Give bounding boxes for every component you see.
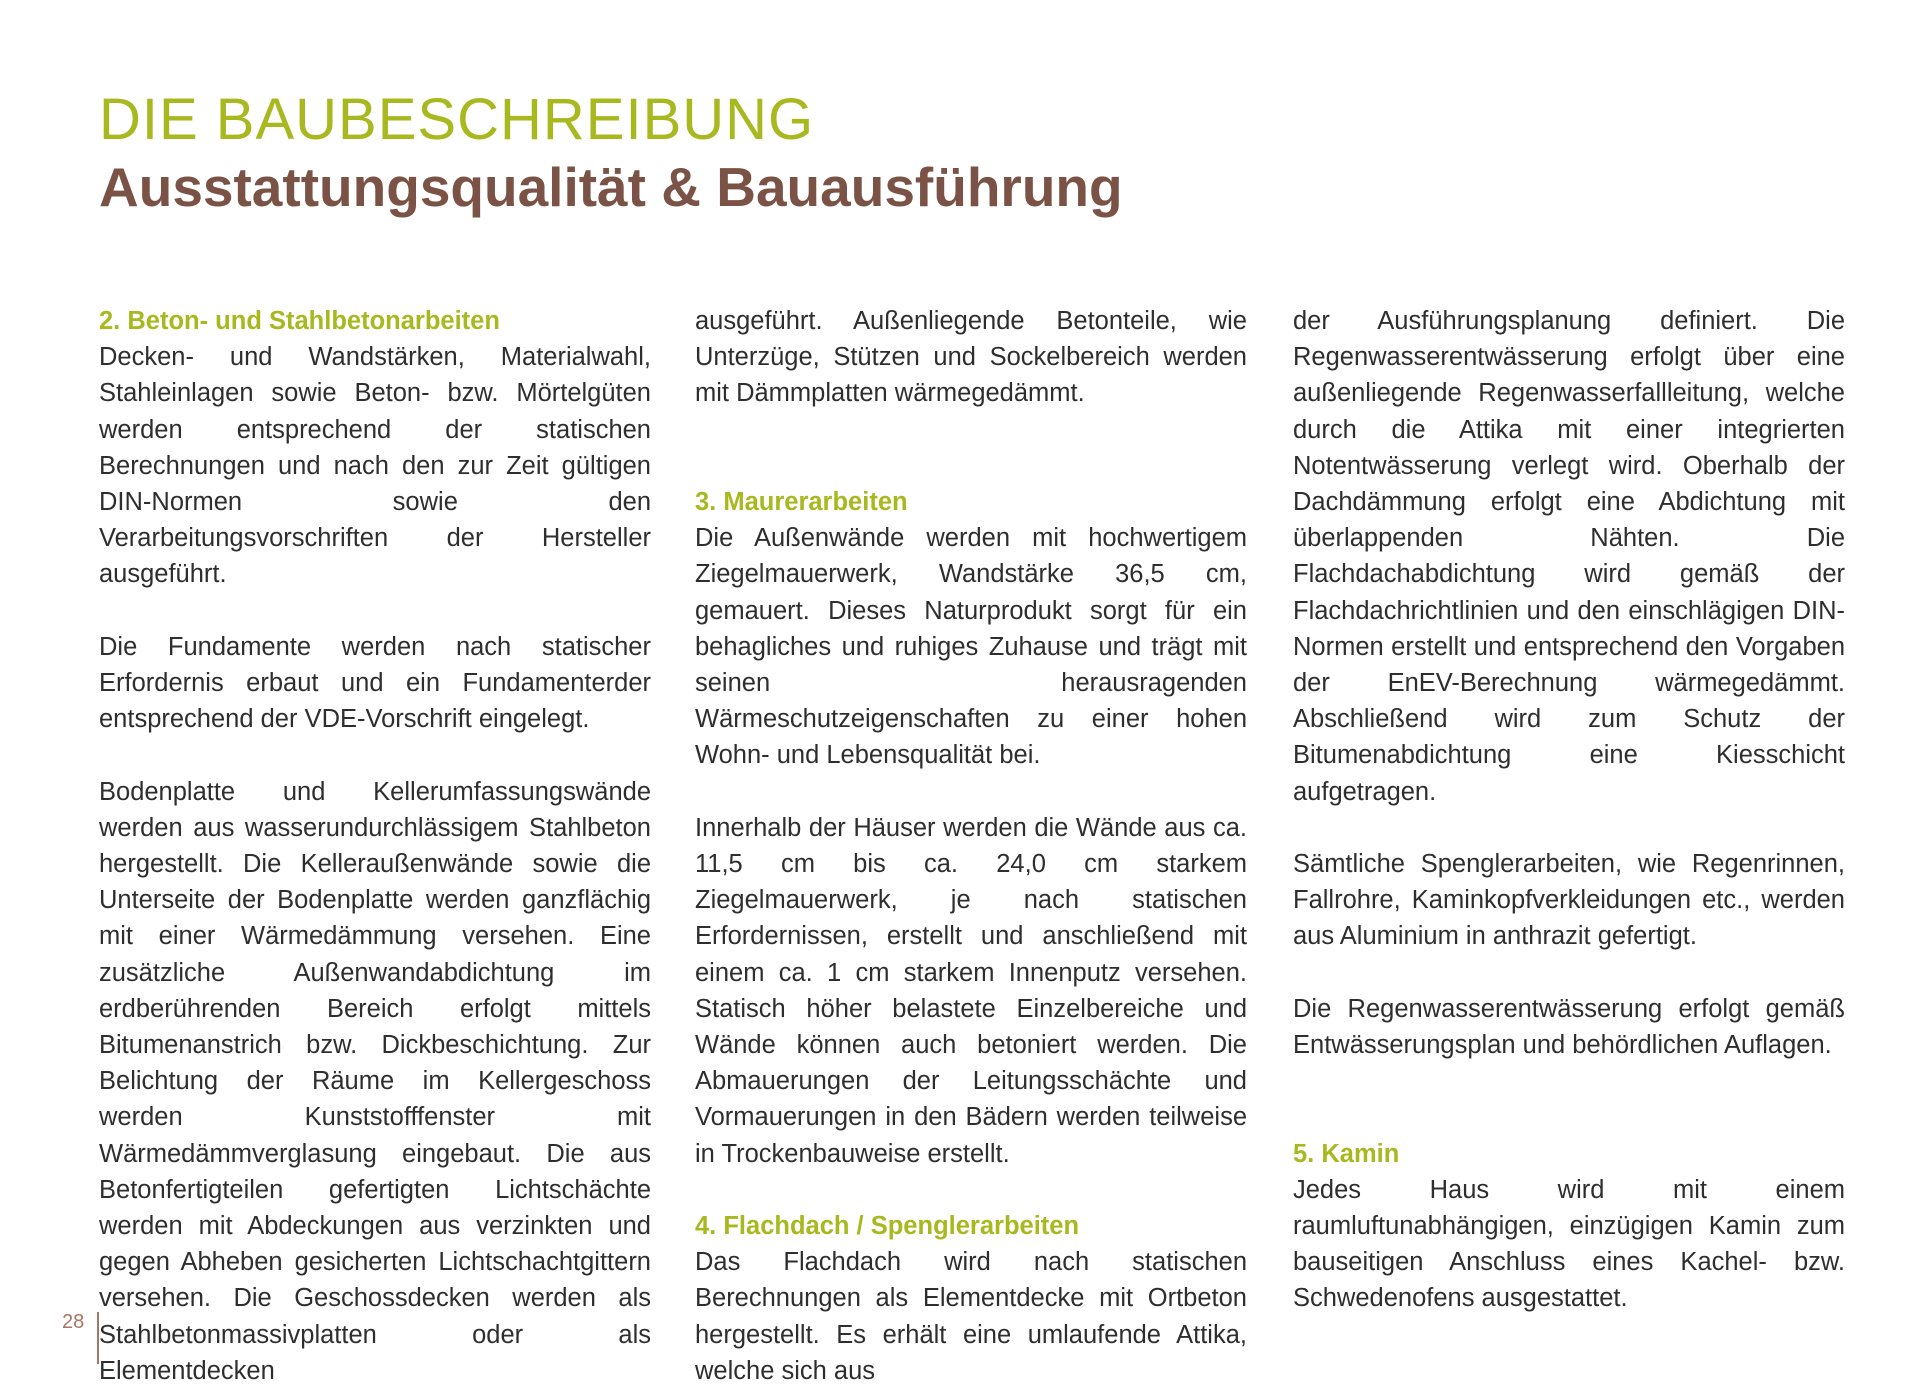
paragraph: Die Fundamente werden nach statischer Erfordernis erbaut und ein Fundamenterder entsprechend der VDE-Vorschrift eingelegt. — [99, 632, 651, 734]
paragraph: Sämtliche Spenglerarbeiten, wie Regenrinnen, Fallrohre, Kaminkopfverkleidungen etc., werden aus Aluminium in anthrazit gefertigt. — [1293, 850, 1845, 951]
page-number: 28 — [62, 1311, 85, 1333]
text-column-1 — [99, 303, 651, 1389]
paragraph: Jedes Haus wird mit einem raumluftunabhängigen, einzügigen Kamin zum bauseitigen Anschluss eines Kachel- bzw. Schwedenofens ausgestattet. — [1293, 1175, 1845, 1313]
paragraph: Die Außenwände werden mit hochwertigem Ziegelmauerwerk, Wandstärke 36,5 cm, gemauert. Dieses Naturprodukt sorgt für ein behagliches und ruhiges Zuhause und trägt mit seinen herausragenden Wärmeschutzeigenschaften zu einer hohen Wohn- und Lebensqualität bei. — [695, 524, 1247, 770]
paragraph: der Ausführungsplanung definiert. Die Regenwasserentwässerung erfolgt über eine außenliegende Regenwasserfallleitung, welche durch die Attika mit einer integrierten Notentwässerung verlegt wird. Oberhalb der Dachdämmung erfolgt eine Abdichtung mit überlappenden Nähten. Die Flachdachabdichtung wird gemäß der Flachdachrichtlinien und den einschlägigen DIN-Normen erstellt und entsprechend den Vorgaben der EnEV-Berechnung wärmegedämmt. Abschließend wird zum Schutz der Bitumenabdichtung eine Kiesschicht aufgetragen. — [1293, 307, 1845, 806]
paragraph: Bodenplatte und Kellerumfassungswände werden aus wasserundurchlässigem Stahlbeton hergestellt. Die Kelleraußenwände sowie die Unterseite der Bodenplatte werden ganzflächig mit einer Wärmedämmung versehen. Eine zusätzliche Außenwandabdichtung im erdberührenden Bereich erfolgt mittels Bitumenanstrich bzw. Dickbeschichtung. Zur Belichtung der Räume im Kellergeschoss werden Kunststofffenster mit Wärmedämmverglasung eingebaut. Die aus Betonfertigteilen gefertigten Lichtschächte werden mit Abdeckungen aus verzinkten und gegen Abheben gesicherten Lichtschachtgittern versehen. Die Geschossdecken werden als Stahlbetonmassivplatten oder als Elementdecken — [99, 777, 651, 1385]
text-column-2 — [695, 303, 1247, 1389]
footer-divider — [97, 1312, 99, 1364]
paragraph: Innerhalb der Häuser werden die Wände aus ca. 11,5 cm bis ca. 24,0 cm starkem Ziegelmauerwerk, je nach statischen Erfordernissen, erstellt und anschließend mit einem ca. 1 cm starkem Innenputz versehen. Statisch höher belastete Einzelbereiche und Wände können auch betoniert werden. Die Abmauerungen der Leitungsschächte und Vormauerungen in den Bädern werden teilweise in Trockenbauweise erstellt. — [695, 813, 1247, 1168]
page-subtitle: Ausstattungsqualität & Bauausführung — [99, 156, 1123, 218]
paragraph: Decken- und Wandstärken, Materialwahl, Stahleinlagen sowie Beton- bzw. Mörtelgüten werden entsprechend der statischen Berechnungen und nach den zur Zeit gültigen DIN-Normen sowie den Verarbeitungsvorschriften der Hersteller ausgeführt. — [99, 343, 651, 589]
section-heading-beton: 2. Beton- und Stahlbetonarbeiten — [99, 307, 500, 335]
section-heading-maurer: 3. Maurerarbeiten — [695, 488, 908, 516]
paragraph: Das Flachdach wird nach statischen Berechnungen als Elementdecke mit Ortbeton hergestellt. Es erhält eine umlaufende Attika, welche sich aus — [695, 1248, 1247, 1385]
page-title: DIE BAUBESCHREIBUNG — [99, 87, 815, 152]
text-column-3 — [1293, 303, 1845, 1317]
section-heading-flachdach: 4. Flachdach / Spenglerarbeiten — [695, 1212, 1080, 1241]
paragraph: ausgeführt. Außenliegende Betonteile, wie Unterzüge, Stützen und Sockelbereich werden mit Dämmplatten wärmegedämmt. — [695, 307, 1247, 408]
paragraph: Die Regenwasserentwässerung erfolgt gemäß Entwässerungsplan und behördlichen Auflagen. — [1293, 994, 1845, 1060]
page-header — [99, 88, 1123, 222]
section-heading-kamin: 5. Kamin — [1293, 1139, 1400, 1168]
